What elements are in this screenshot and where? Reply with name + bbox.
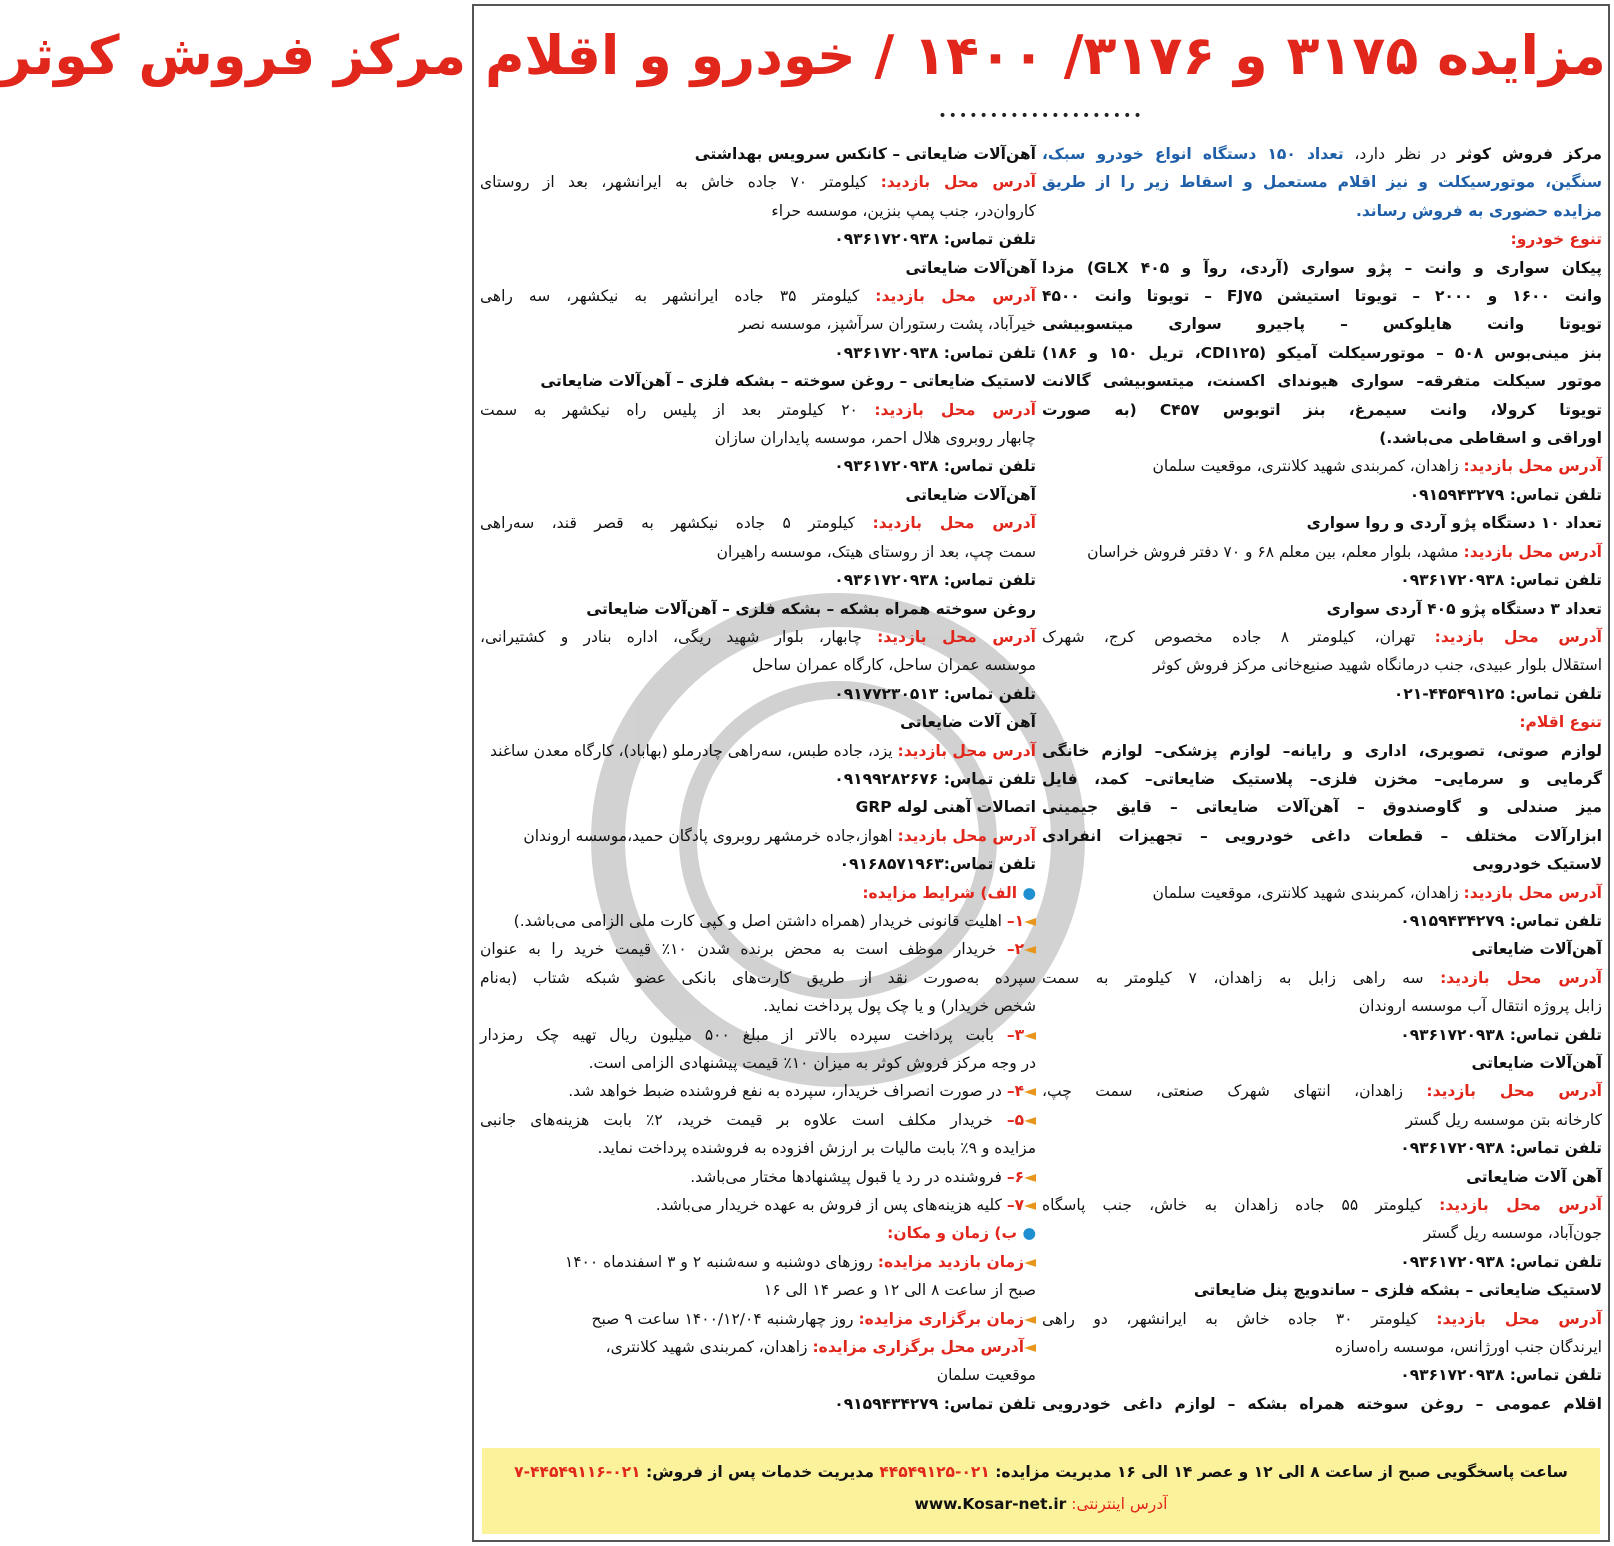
address-text: کیلومتر ۳۰ جاده خاش به ایرانشهر، دو راهی: [1042, 1309, 1437, 1328]
intro-text: در نظر دارد،: [1343, 145, 1457, 163]
item-title: آهن‌آلات ضایعاتی: [1471, 1054, 1602, 1072]
intro-highlight: سنگین، موتورسیکلت و نیز اقلام مستعمل و اسقاط زیر را از طریق: [1042, 173, 1602, 192]
address-line: [1042, 1219, 1602, 1247]
time-text: روز چهارشنبه ۱۴۰۰/۱۲/۰۴ ساعت ۹ صبح: [591, 1309, 859, 1328]
condition-text: شخص خریدار) و یا چک پول پرداخت نماید.: [763, 997, 1036, 1016]
condition-number: ۲–: [1006, 940, 1025, 959]
address-line: [480, 623, 1036, 651]
condition-text: خریدار مکلف است علاوه بر قیمت خرید، ۲٪ بابت هزینه‌های جانبی: [480, 1110, 1007, 1129]
item-title: آهن آلات ضایعاتی: [1466, 1167, 1602, 1186]
condition-line: [480, 935, 1036, 963]
page-title: مزایده ۳۱۷۵ و ۳۱۷۶/ ۱۴۰۰ / خودرو و اقلام مرکز فروش کوثر: [0, 24, 1606, 87]
address-line: [480, 822, 1036, 850]
address-text: کارخانه بتن موسسه ریل گستر: [1405, 1110, 1602, 1129]
vehicle-line: تویوتا کرولا، وانت سیمرغ، بنز اتوبوس C۴۵۷ (به صورت: [1042, 400, 1602, 419]
item-title: آهن‌آلات ضایعاتی: [905, 485, 1036, 504]
vehicle-type-heading: تنوع خودرو:: [1510, 230, 1602, 249]
web-label: آدرس اینترنتی:: [1066, 1495, 1168, 1513]
address-line: [1042, 623, 1602, 651]
item-title: آهن‌آلات ضایعاتی: [1471, 940, 1602, 959]
address-line: [480, 168, 1036, 196]
address-text: کیلومتر ۵۵ جاده زاهدان به خاش، جنب پاسگاه: [1042, 1196, 1440, 1215]
visit-address-label: آدرس محل بازدید:: [1440, 968, 1602, 987]
condition-text: در وجه مرکز فروش کوثر به میزان ۱۰٪ قیمت پیشنهادی الزامی است.: [588, 1054, 1036, 1072]
visit-address-label: آدرس محل بازدید:: [877, 627, 1036, 646]
address-text: سمت چپ، بعد از روستای هیتک، موسسه راهیران: [716, 542, 1036, 561]
time-text: زاهدان، کمربندی شهید کلانتری،: [605, 1338, 813, 1357]
after-sales-label: مدیریت خدمات پس از فروش:: [640, 1463, 880, 1481]
condition-line: [480, 1163, 1036, 1191]
phone-line: تلفن تماس: ۰۹۳۶۱۷۲۰۹۳۸: [1400, 1252, 1602, 1271]
arrow-icon: ◄: [1024, 1252, 1036, 1271]
intro-highlight: تعداد ۱۵۰ دستگاه انواع خودرو سبک،: [1042, 145, 1344, 163]
address-text: یزد، جاده طبس، سه‌راهی چادرملو (بهاباد)، کارگاه معدن ساغند: [490, 741, 898, 760]
phone-line: تلفن تماس: ۰۹۱۵۹۴۳۲۷۹: [1409, 485, 1602, 504]
general-items-line: اقلام عمومی – روغن سوخته همراه بشکه – لوازم داغی خودرویی: [1042, 1394, 1602, 1413]
items-line: میز صندلی و گاوصندوق – آهن‌آلات ضایعاتی – قایق جیمینی: [1042, 798, 1602, 817]
address-line: [1042, 1106, 1602, 1134]
visit-address-label: آدرس محل بازدید:: [1463, 457, 1602, 476]
address-text: زاهدان، کمربندی شهید کلانتری، موقعیت سلمان: [1152, 883, 1464, 902]
address-text: چابهار روبروی هلال احمر، موسسه پایداران سازان: [714, 429, 1036, 448]
time-line: [480, 1276, 1036, 1304]
visit-address-label: آدرس محل بازدید:: [1439, 1196, 1602, 1215]
address-line: [1042, 651, 1602, 679]
items-line: لاستیک خودرویی: [1472, 855, 1602, 874]
item-title: روغن سوخته همراه بشکه – بشکه فلزی – آهن‌آلات ضایعاتی: [586, 599, 1036, 618]
phone-line: تلفن تماس: ۰۹۳۶۱۷۲۰۹۳۸: [1400, 1139, 1602, 1158]
phone-line: تلفن تماس: ۰۹۳۶۱۷۲۰۹۳۸: [834, 343, 1036, 362]
arrow-icon: ◄: [1024, 1309, 1036, 1328]
bullet-icon: ●: [1017, 1224, 1036, 1243]
vehicle-line: بنز مینی‌بوس ۵۰۸ – موتورسیکلت آمیکو (CDI۱۲۵، تریل ۱۵۰ و ۱۸۶): [1042, 343, 1602, 362]
address-text: جون‌آباد، موسسه ریل گستر: [1423, 1224, 1602, 1243]
time-text: روزهای دوشنبه و سه‌شنبه ۲ و ۳ اسفندماه ۱۴۰۰: [564, 1252, 878, 1271]
stars-divider: ••••••••••••••••••••: [938, 108, 1144, 124]
condition-line: [480, 1077, 1036, 1105]
condition-line: [480, 1049, 1036, 1077]
condition-number: ۶–: [1006, 1167, 1025, 1186]
phone-line: تلفن تماس: ۰۹۱۵۹۴۳۴۲۷۹: [1400, 911, 1602, 930]
items-type-heading: تنوع اقلام:: [1519, 713, 1602, 732]
condition-text: مزایده و ۹٪ بابت مالیات بر ارزش افزوده به فروشنده پرداخت نماید.: [597, 1139, 1036, 1158]
vehicle-line: وانت ۱۶۰۰ و ۲۰۰۰ – تویوتا استیشن FJ۷۵ – تویوتا وانت ۴۵۰۰: [1042, 287, 1602, 306]
time-text: صبح از ساعت ۸ الی ۱۲ و عصر ۱۴ الی ۱۶: [763, 1281, 1036, 1300]
phone-line: تلفن تماس: ۰۹۳۶۱۷۲۰۹۳۸: [834, 457, 1036, 476]
address-line: [1042, 1191, 1602, 1219]
address-line: [1042, 964, 1602, 992]
items-line: ابزارآلات مختلف – قطعات داغی خودرویی – تجهیزات انفرادی: [1042, 826, 1602, 845]
vehicle-line: اوراقی و اسقاطی می‌باشد.): [1379, 429, 1602, 448]
visit-address-label: آدرس محل بازدید:: [872, 514, 1036, 533]
items-line: لوازم صوتی، تصویری، اداری و رایانه– لوازم پزشکی– لوازم خانگی: [1042, 741, 1602, 760]
address-text: کیلومتر ۷۰ جاده خاش به ایرانشهر، بعد از روستای: [480, 173, 881, 192]
time-line: [480, 1248, 1036, 1276]
address-text: مشهد، بلوار معلم، بین معلم ۶۸ و ۷۰ دفتر فروش خراسان: [1087, 542, 1464, 561]
address-text: اهواز،جاده خرمشهر روبروی پادگان حمید،موسسه اروندان: [523, 826, 898, 845]
item-title: لاستیک ضایعاتی – روغن سوخته – بشکه فلزی – آهن‌آلات ضایعاتی: [540, 372, 1036, 391]
arrow-icon: ◄: [1024, 1196, 1036, 1215]
phone-line: تلفن تماس:۰۹۱۶۸۵۷۱۹۶۳: [839, 855, 1036, 874]
intro-highlight: مزایده حضوری به فروش رساند.: [1355, 201, 1602, 220]
arrow-icon: ◄: [1024, 1110, 1037, 1129]
address-line: [1042, 1077, 1602, 1105]
item-title: آهن‌آلات ضایعاتی – کانکس سرویس بهداشتی: [694, 145, 1036, 163]
address-line: [480, 396, 1036, 424]
item-title: تعداد ۱۰ دستگاه پژو آردی و روا سواری: [1306, 514, 1602, 533]
item-title: آهن آلات ضایعاتی: [900, 713, 1036, 732]
address-line: [480, 651, 1036, 679]
condition-line: [480, 1106, 1036, 1134]
arrow-icon: ◄: [1024, 1167, 1036, 1186]
condition-text: سپرده به‌صورت نقد از طریق کارت‌های بانکی عضو شبکه شتاب (به‌نام: [480, 968, 1036, 987]
visit-address-label: آدرس محل بازدید:: [875, 287, 1036, 306]
phone-line: تلفن تماس: ۰۹۱۹۹۲۸۲۶۷۶: [834, 769, 1036, 788]
vehicle-line: تویوتا وانت هایلوکس – پاجیرو سواری میتسوبیشی: [1042, 315, 1602, 334]
conditions-heading: [480, 879, 1036, 907]
time-line: [480, 1361, 1036, 1389]
footer-hours: ساعت پاسخگویی صبح از ساعت ۸ الی ۱۲ و عصر ۱۴ الی ۱۶ مدیریت مزایده:: [989, 1463, 1568, 1481]
address-text: کیلومتر ۵ جاده نیکشهر به قصر قند، سه‌راهی: [480, 514, 873, 533]
conditions-title: الف) شرایط مزایده:: [862, 883, 1018, 902]
address-text: چابهار، بلوار شهید ریگی، اداره بنادر و کشتیرانی،: [480, 627, 878, 646]
condition-text: در صورت انصراف خریدار، سپرده به نفع فروشنده ضبط خواهد شد.: [568, 1082, 1007, 1101]
condition-number: ۱–: [1006, 911, 1025, 930]
address-line: [480, 197, 1036, 225]
condition-number: ۳–: [1006, 1025, 1025, 1044]
visit-address-label: آدرس محل بازدید:: [897, 741, 1036, 760]
arrow-icon: ◄: [1024, 1025, 1036, 1044]
footer-hours-line: [482, 1448, 1600, 1488]
item-title: آهن‌آلات ضایعاتی: [905, 258, 1036, 277]
arrow-icon: ◄: [1024, 940, 1036, 959]
visit-address-label: آدرس محل بازدید:: [874, 400, 1036, 419]
visit-address-label: آدرس محل بازدید:: [1463, 883, 1602, 902]
address-line: [1042, 992, 1602, 1020]
address-line: [480, 424, 1036, 452]
arrow-icon: ◄: [1024, 911, 1036, 930]
condition-line: [480, 964, 1036, 992]
address-text: خیرآباد، پشت رستوران سرآشپز، موسسه نصر: [738, 315, 1036, 334]
footer-web-line: [482, 1488, 1600, 1520]
time-line: [480, 1333, 1036, 1361]
item-title: لاستیک ضایعاتی – بشکه فلزی – ساندویچ پنل ضایعاتی: [1193, 1281, 1602, 1300]
address-text: کیلومتر ۳۵ جاده ایرانشهر به نیکشهر، سه راهی: [480, 287, 876, 306]
phone-line: تلفن تماس: ۰۹۳۶۱۷۲۰۹۳۸: [1400, 571, 1602, 590]
condition-text: خریدار موظف است به محض برنده شدن ۱۰٪ قیمت خرید را به عنوان: [480, 940, 1007, 959]
condition-number: ۷–: [1006, 1196, 1025, 1215]
vehicle-line: پیکان سواری و وانت – پژو سواری (آردی، روآ و GLX ۴۰۵) مزدا: [1042, 258, 1602, 277]
visit-address-label: آدرس محل بازدید:: [1434, 627, 1602, 646]
address-text: کاروان‌در، جنب پمپ بنزین، موسسه حراء: [771, 201, 1036, 220]
condition-text: اهلیت قانونی خریدار (همراه داشتن اصل و کپی کارت ملی الزامی می‌باشد.): [513, 911, 1007, 930]
phone-line: تلفن تماس: ۰۹۱۷۷۲۳۰۵۱۳: [834, 684, 1036, 703]
condition-text: کلیه هزینه‌های پس از فروش به عهده خریدار می‌باشد.: [655, 1196, 1007, 1215]
visit-address-label: آدرس محل بازدید:: [1436, 1309, 1602, 1328]
visit-address-label: آدرس محل بازدید:: [897, 826, 1036, 845]
address-text: زاهدان، انتهای شهرک صنعتی، سمت چپ،: [1042, 1082, 1427, 1101]
time-text: موقعیت سلمان: [936, 1366, 1036, 1385]
address-line: [480, 282, 1036, 310]
address-line: [1042, 538, 1602, 566]
vehicle-line: موتور سیکلت متفرقه– سواری هیوندای اکسنت، میتسوبیشی گالانت: [1042, 372, 1602, 391]
right-column: [1042, 140, 1602, 1440]
condition-text: بابت پرداخت سپرده بالاتر از مبلغ ۵۰۰ میلیون ریال تهیه چک رمزدار: [480, 1025, 1007, 1044]
visit-address-label: آدرس محل بازدید:: [1463, 542, 1602, 561]
web-link[interactable]: www.Kosar-net.ir: [914, 1495, 1067, 1513]
center-name: مرکز فروش کوثر: [1456, 145, 1602, 163]
address-text: موسسه عمران ساحل، کارگاه عمران ساحل: [752, 656, 1036, 675]
address-text: تهران، کیلومتر ۸ جاده مخصوص کرج، شهرک: [1042, 627, 1435, 646]
address-line: [480, 310, 1036, 338]
condition-line: [480, 907, 1036, 935]
address-line: [480, 737, 1036, 765]
address-line: [480, 509, 1036, 537]
visit-address-label: آدرس محل بازدید:: [1426, 1082, 1602, 1101]
condition-number: ۵–: [1006, 1110, 1025, 1129]
time-label: زمان برگزاری مزایده:: [858, 1309, 1025, 1328]
condition-line: [480, 992, 1036, 1020]
time-heading: [480, 1219, 1036, 1247]
condition-number: ۴–: [1006, 1082, 1025, 1101]
address-line: [1042, 1333, 1602, 1361]
address-text: زاهدان، کمربندی شهید کلانتری، موقعیت سلمان: [1152, 457, 1464, 476]
time-title: ب) زمان و مکان:: [887, 1224, 1018, 1243]
time-label: آدرس محل برگزاری مزایده:: [812, 1338, 1025, 1357]
time-label: زمان بازدید مزایده:: [877, 1252, 1025, 1271]
left-column: [480, 140, 1036, 1440]
phone-line: تلفن تماس: ۴۴۵۴۹۱۲۵-۰۲۱: [1393, 684, 1602, 703]
phone-line: تلفن تماس: ۰۹۳۶۱۷۲۰۹۳۸: [834, 571, 1036, 590]
address-text: زابل پروژه انتقال آب موسسه اروندان: [1358, 997, 1602, 1016]
condition-text: فروشنده در رد یا قبول پیشنهادها مختار می‌باشد.: [690, 1167, 1007, 1186]
item-title: اتصالات آهنی لوله GRP: [855, 798, 1036, 817]
arrow-icon: ◄: [1024, 1338, 1036, 1357]
time-line: [480, 1305, 1036, 1333]
footer-banner: [482, 1448, 1600, 1534]
address-line: [1042, 1305, 1602, 1333]
arrow-icon: ◄: [1024, 1082, 1036, 1101]
intro-line: [1042, 140, 1602, 168]
after-sales-phone: ۰۲۱-۴۴۵۴۹۱۱۶-۷: [514, 1463, 641, 1481]
address-line: [1042, 879, 1602, 907]
auction-phone: ۰۲۱-۴۴۵۴۹۱۲۵: [879, 1463, 990, 1481]
bullet-icon: ●: [1017, 883, 1036, 902]
intro-line: [1042, 197, 1602, 225]
phone-line: تلفن تماس: ۰۹۳۶۱۷۲۰۹۳۸: [1400, 1366, 1602, 1385]
condition-line: [480, 1134, 1036, 1162]
address-line: [480, 538, 1036, 566]
condition-line: [480, 1191, 1036, 1219]
items-line: گرمایی و سرمایی– مخزن فلزی– پلاستیک ضایعاتی– کمد، فایل: [1042, 769, 1602, 788]
condition-line: [480, 1021, 1036, 1049]
phone-line: تلفن تماس: ۰۹۱۵۹۴۳۴۲۷۹: [834, 1394, 1036, 1413]
item-title: تعداد ۳ دستگاه پژو ۴۰۵ آردی سواری: [1326, 599, 1602, 618]
address-text: ایرندگان جنب اورژانس، موسسه راه‌سازه: [1334, 1338, 1602, 1357]
address-text: ۲۰ کیلومتر بعد از پلیس راه نیکشهر به سمت: [480, 400, 875, 419]
intro-line: [1042, 168, 1602, 196]
phone-line: تلفن تماس: ۰۹۳۶۱۷۲۰۹۳۸: [1400, 1025, 1602, 1044]
visit-address-label: آدرس محل بازدید:: [880, 173, 1036, 192]
address-line: [1042, 452, 1602, 480]
phone-line: تلفن تماس: ۰۹۳۶۱۷۲۰۹۳۸: [834, 230, 1036, 249]
address-text: استقلال بلوار عبیدی، جنب درمانگاه شهید صنیع‌خانی مرکز فروش کوثر: [1152, 656, 1602, 675]
address-text: سه راهی زابل به زاهدان، ۷ کیلومتر به سمت: [1042, 968, 1441, 987]
